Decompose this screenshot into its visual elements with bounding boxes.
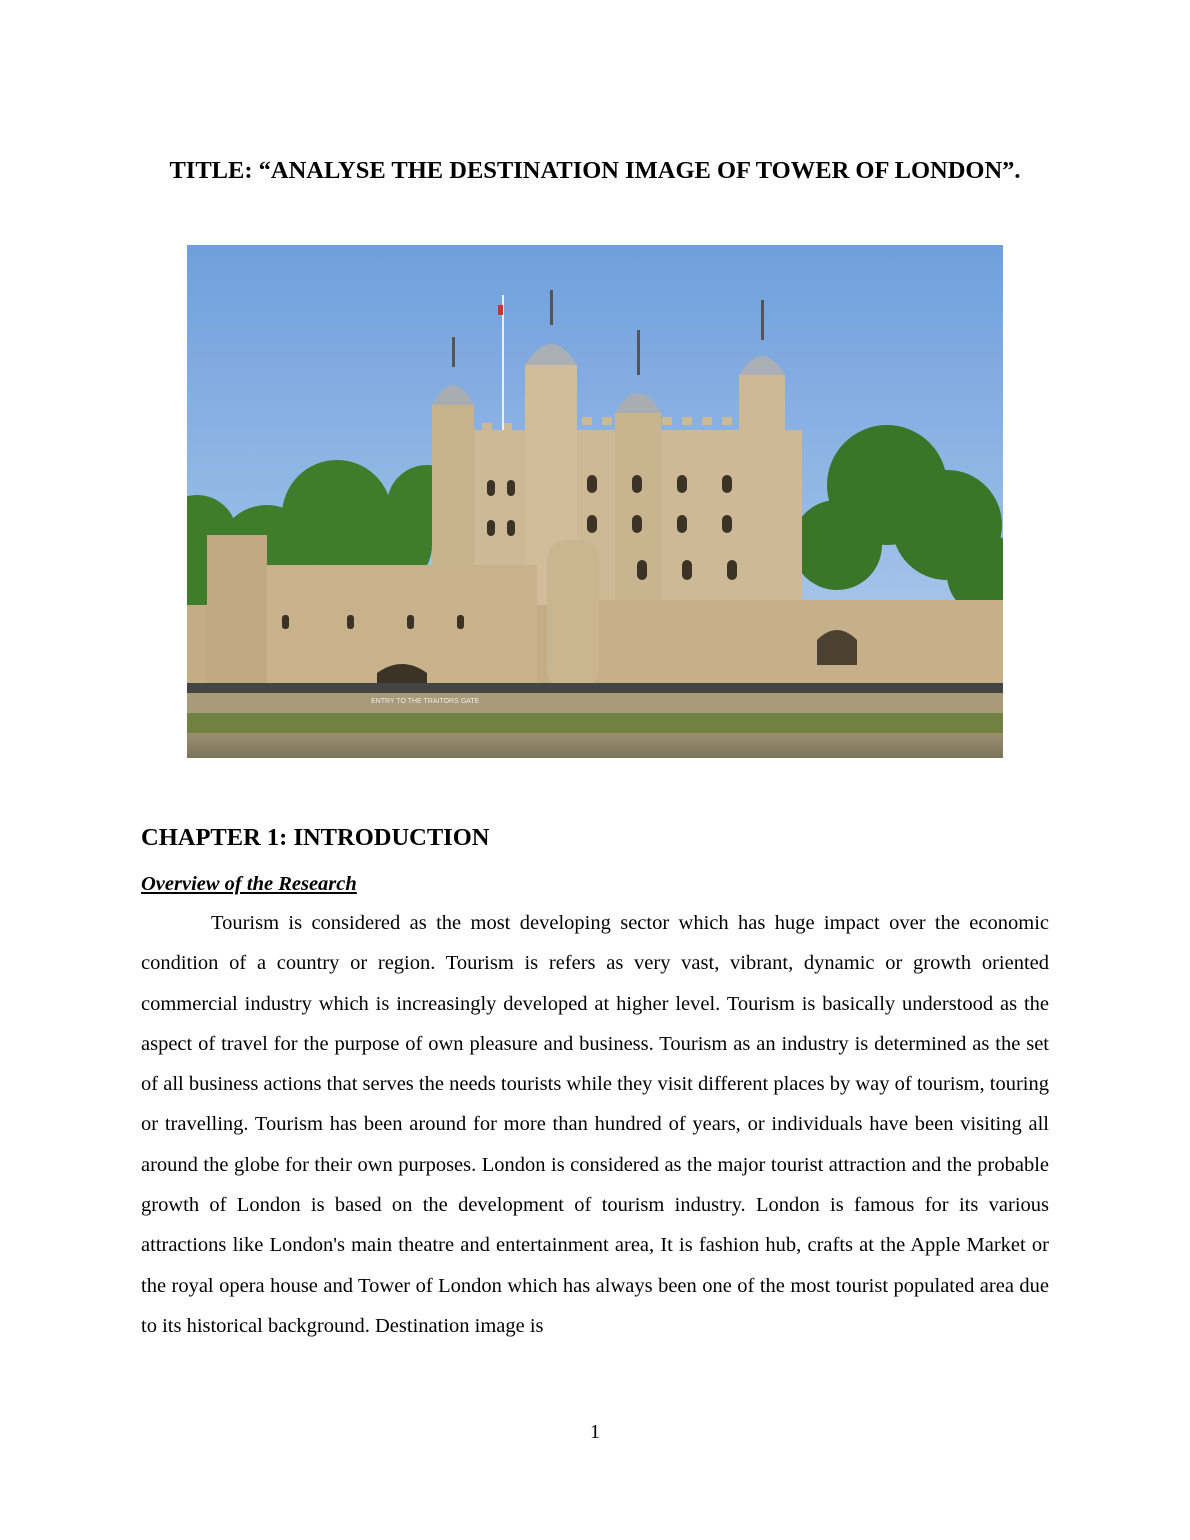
river-thames — [187, 733, 1003, 758]
page-number: 1 — [589, 1421, 601, 1443]
body-paragraph: Tourism is considered as the most developing sector which has huge impact over the economic condition of a country or region. Tourism is refers as very vast, vibrant, dynamic or growth oriented commercial industry which is increasingly developed at higher level. Tourism is basically understood as the aspect of travel for the purpose of own pleasure and business. Tourism as an industry is determined as the set of all business actions that serves the needs tourists while they visit different places by way of tourism, touring or travelling. Tourism has been around for more than hundred of years, or individuals have been visiting all around the globe for their own purposes. London is considered as the major tourist attraction and the probable growth of London is based on the development of tourism industry. London is famous for its various attractions like London's main theatre and entertainment area, It is fashion hub, crafts at the Apple Market or the royal opera house and Tower of London which has always been one of the most tourist populated area due to its historical background. Destination image is — [141, 912, 1049, 1337]
chapter-heading: CHAPTER 1: INTRODUCTION — [141, 824, 490, 851]
document-title: TITLE: “ANALYSE THE DESTINATION IMAGE OF TOWER OF LONDON”. — [169, 157, 1021, 184]
traitors-gate-sign: ENTRY TO THE TRAITORS GATE — [371, 698, 480, 705]
section-heading: Overview of the Research — [141, 873, 357, 895]
tower-of-london-photo — [187, 245, 1003, 758]
promenade — [187, 683, 1003, 693]
